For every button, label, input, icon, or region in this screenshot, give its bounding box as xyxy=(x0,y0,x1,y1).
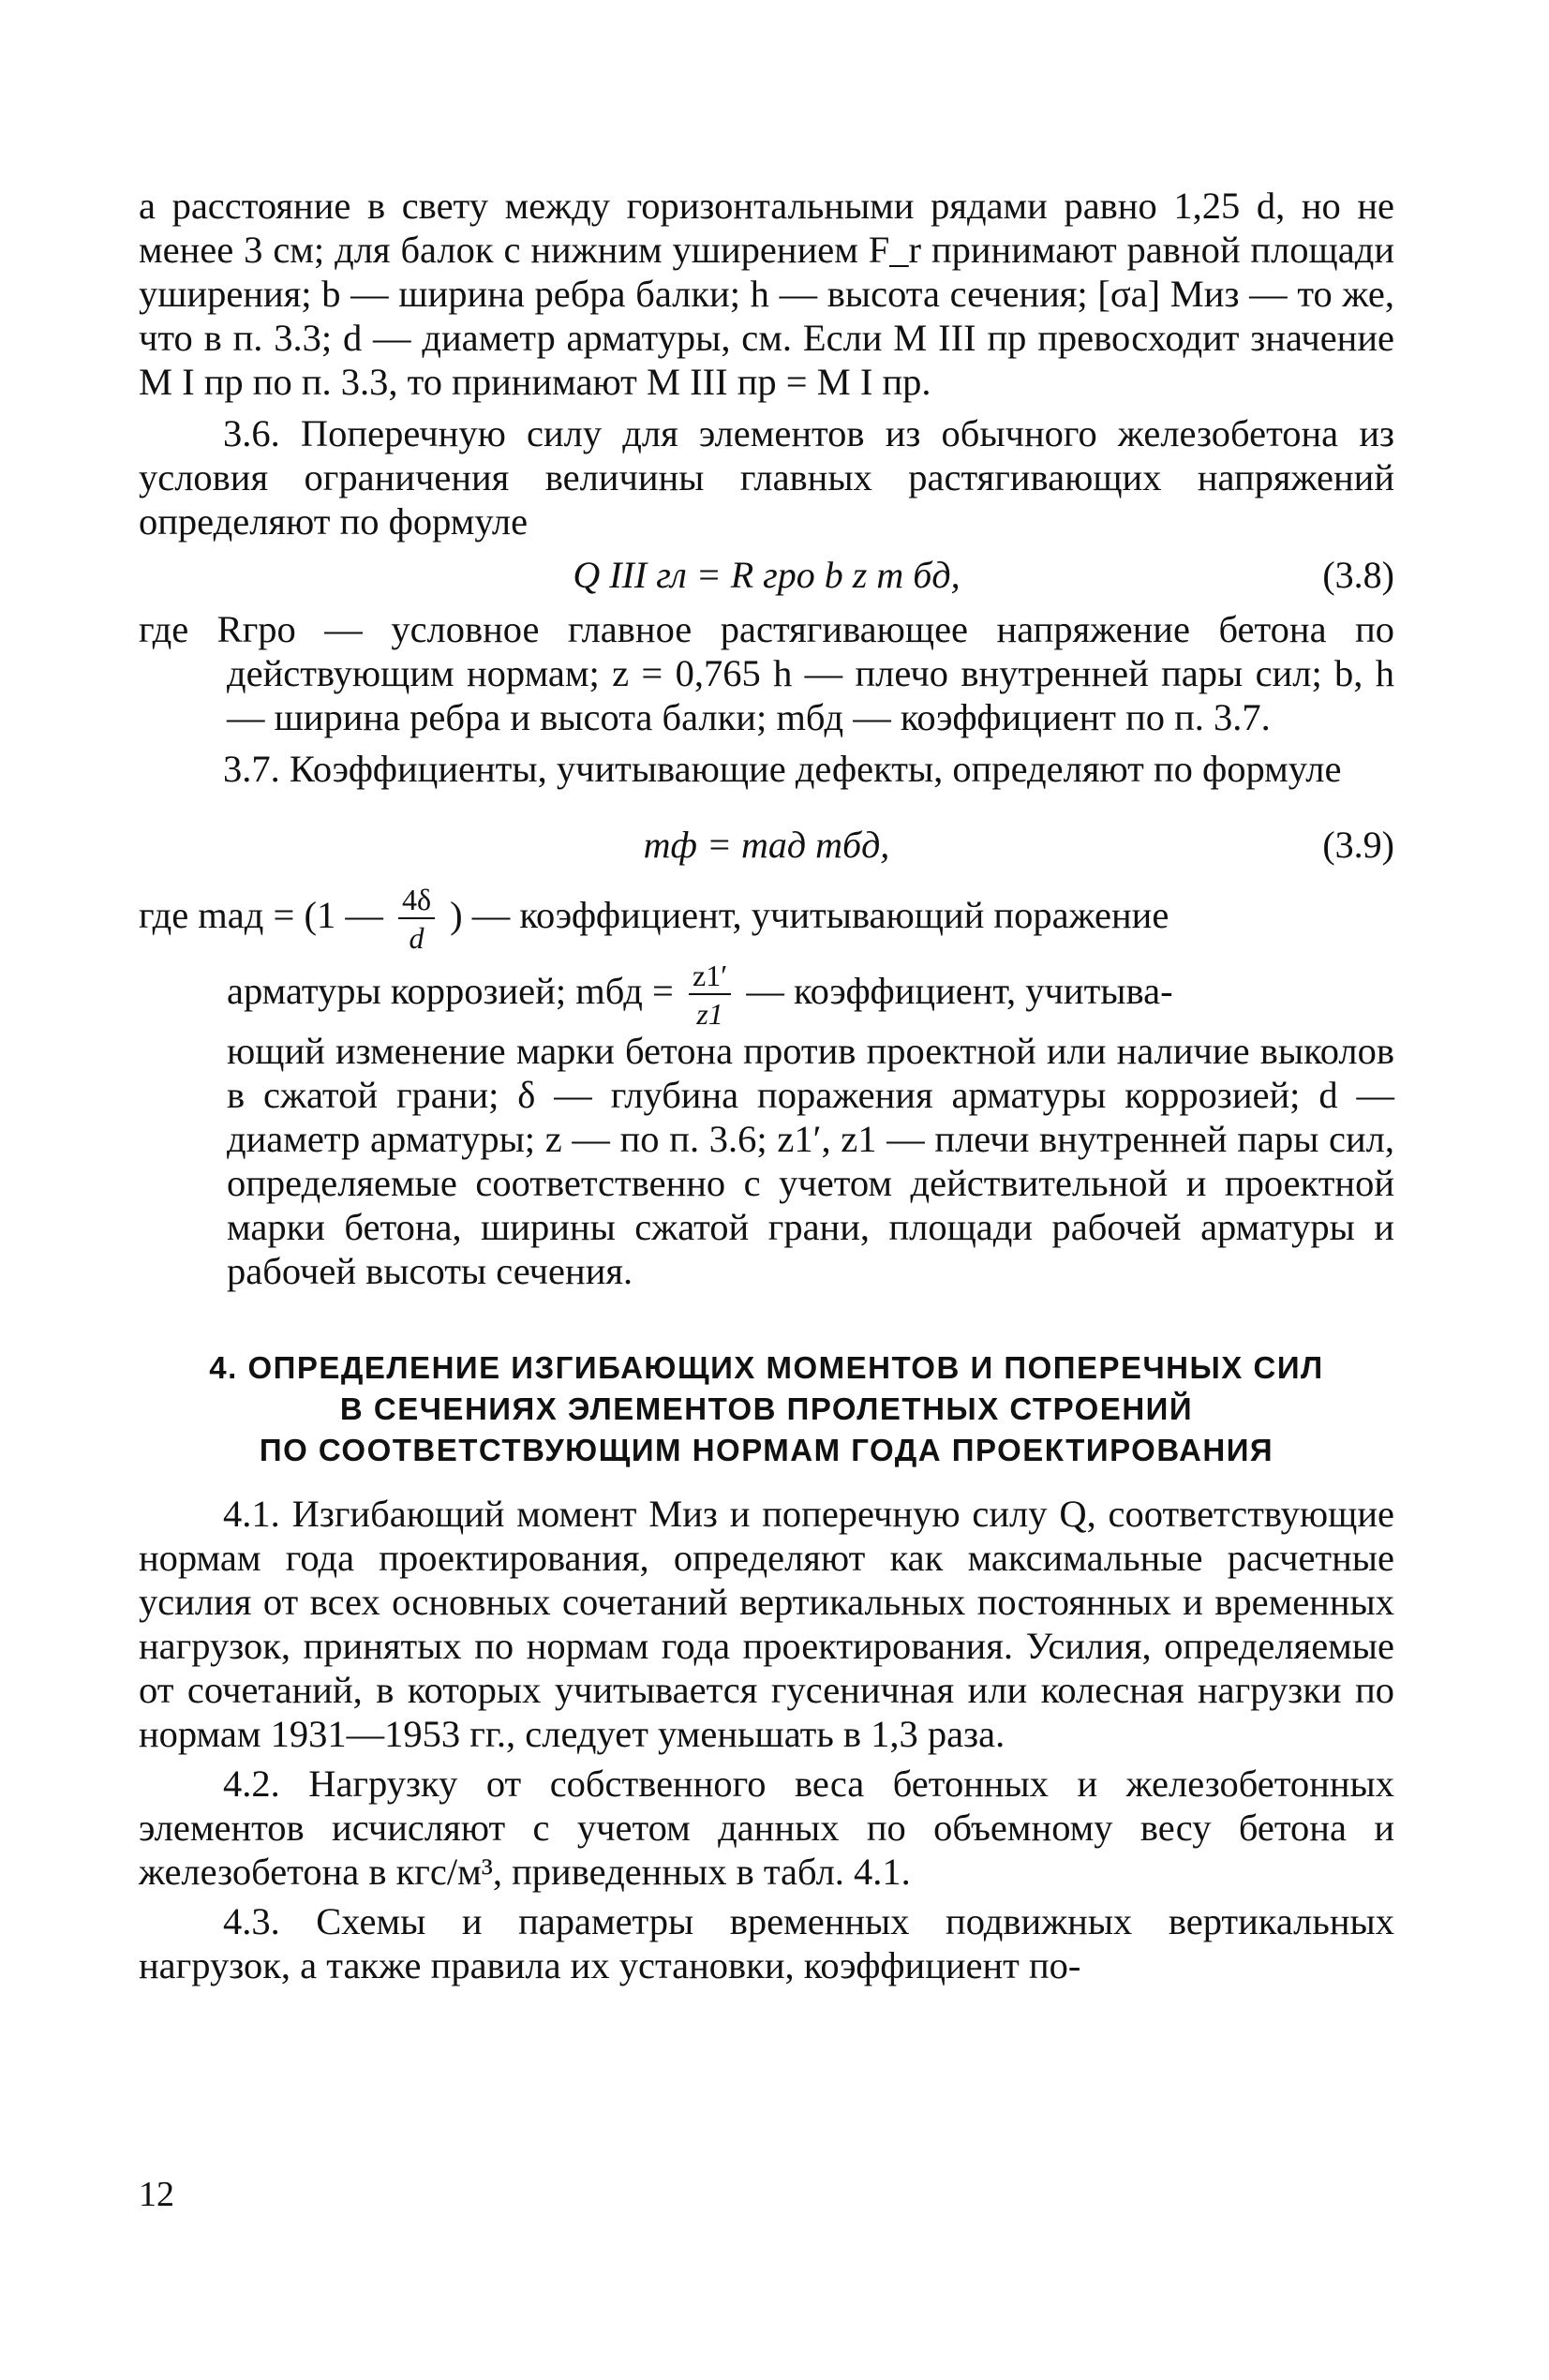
where-3-9-line1 xyxy=(139,883,1394,956)
fraction-denominator: z1 xyxy=(696,997,723,1032)
formula-3-8-number: (3.8) xyxy=(1322,554,1394,596)
paragraph-4-1: 4.1. Изгибающий момент Mиз и поперечную силу Q, соответствующие нормам года проектирования, определяют как максимальные расчетные усилия от всех основных сочетаний вертикальных постоянных и временных нагрузок, принятых по нормам года проектирования. Усилия, определяемые от сочетаний, в которых учитывается гусеничная или колесная нагрузки по нормам 1931—1953 гг., следует уменьшать в 1,3 раза. xyxy=(139,1493,1394,1756)
where-3-9-line2 xyxy=(139,959,1394,1032)
formula-3-9-expression: mф = mад mбд, xyxy=(643,824,890,866)
where-3-9-tail2: — коэффициент, учитыва- xyxy=(746,970,1173,1013)
paragraph-3-6: 3.6. Поперечную силу для элементов из обычного железобетона из условия ограничения величины главных растягивающих напряжений определяют по формуле xyxy=(139,412,1394,543)
fraction-4delta-over-d xyxy=(398,883,435,956)
heading-line-1: 4. ОПРЕДЕЛЕНИЕ ИЗГИБАЮЩИХ МОМЕНТОВ И ПОПЕРЕЧНЫХ СИЛ xyxy=(209,1350,1324,1386)
page-number: 12 xyxy=(139,2175,174,2214)
where-3-9-lead: где mад = (1 — xyxy=(139,894,383,936)
paragraph-3-7: 3.7. Коэффициенты, учитывающие дефекты, определяют по формуле xyxy=(223,748,1342,790)
paragraph-intro: а расстояние в свету между горизонтальными рядами равно 1,25 d, но не менее 3 см; для балок с нижним уширением F_r принимают равной площади уширения; b — ширина ребра балки; h — высота сечения; [σа] Mиз — то же, что в п. 3.3; d — диаметр арматуры, см. Если M III пр превосходит значение M I пр по п. 3.3, то принимают M III пр = M I пр. xyxy=(139,185,1394,403)
where-3-9-tail1: ) — коэффициент, учитывающий поражение xyxy=(450,894,1169,936)
section-4-heading xyxy=(139,1347,1394,1471)
heading-line-3: ПО СООТВЕТСТВУЮЩИМ НОРМАМ ГОДА ПРОЕКТИРОВАНИЯ xyxy=(259,1433,1274,1468)
formula-3-9 xyxy=(139,817,1394,873)
paragraph-4-3: 4.3. Схемы и параметры временных подвижных вертикальных нагрузок, а также правила их установки, коэффициент по- xyxy=(139,1900,1394,1987)
fraction-numerator: 4δ xyxy=(398,885,435,919)
fraction-z1prime-over-z1 xyxy=(689,959,731,1032)
paragraph-where-3-8: где Rгро — условное главное растягивающее напряжение бетона по действующим нормам; z = 0,765 h — плечо внутренней пары сил; b, h — ширина ребра и высота балки; mбд — коэффициент по п. 3.7. xyxy=(139,608,1394,738)
formula-3-9-number: (3.9) xyxy=(1322,824,1394,866)
paragraph-4-2: 4.2. Нагрузку от собственного веса бетонных и железобетонных элементов исчисляют с учетом данных по объемному весу бетона и железобетона в кгс/м³, приведенных в табл. 4.1. xyxy=(139,1763,1394,1894)
fraction-denominator: d xyxy=(409,921,424,956)
heading-line-2: В СЕЧЕНИЯХ ЭЛЕМЕНТОВ ПРОЛЕТНЫХ СТРОЕНИЙ xyxy=(339,1391,1194,1427)
fraction-numerator: z1′ xyxy=(689,960,731,995)
formula-3-8-expression: Q III гл = R гро b z m бд, xyxy=(573,554,961,596)
formula-3-8 xyxy=(139,547,1394,603)
where-3-9-lead2: арматуры коррозией; mбд = xyxy=(227,970,674,1013)
where-3-9-rest: ющий изменение марки бетона против проектной или наличие выколов в сжатой грани; δ — глубина поражения арматуры коррозией; d — диаметр арматуры; z — по п. 3.6; z1′, z1 — плечи внутренней пары сил, определяемые соответственно с учетом действительной и проектной марки бетона, ширины сжатой грани, площади рабочей арматуры и рабочей высоты сечения. xyxy=(227,1030,1394,1293)
text-column xyxy=(139,184,1394,1987)
